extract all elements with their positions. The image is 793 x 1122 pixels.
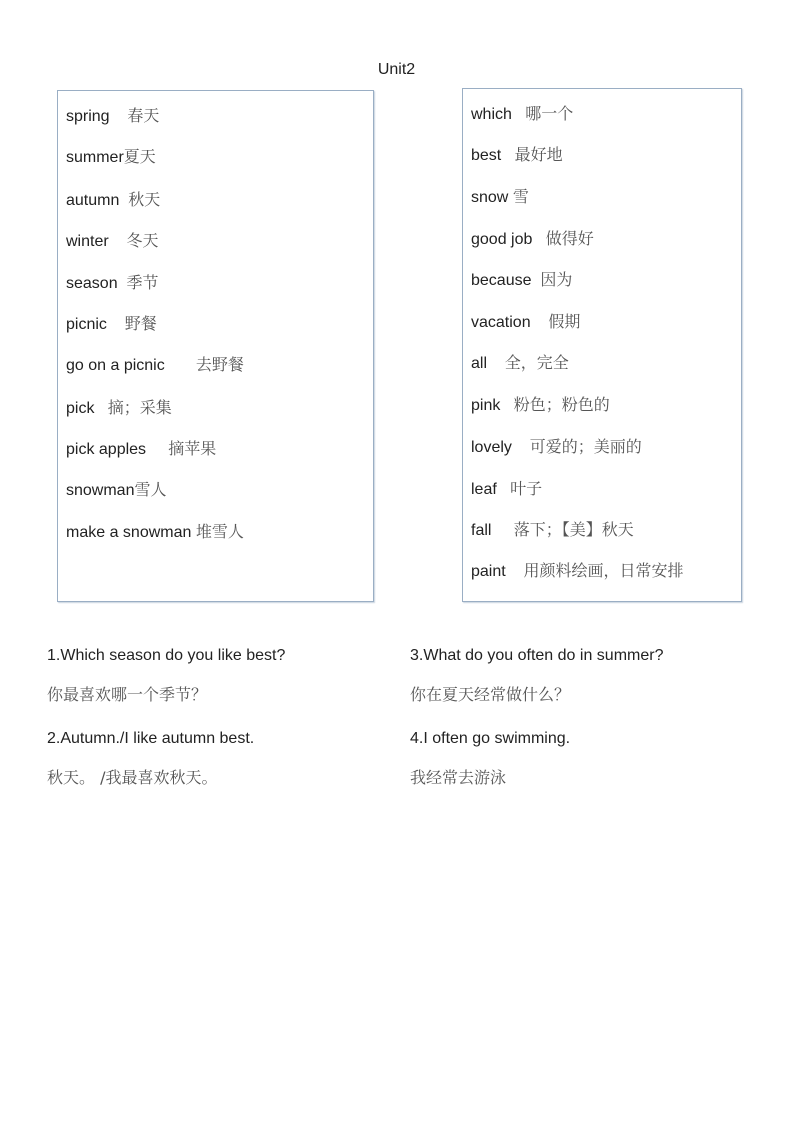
vocab-item [66,106,159,127]
vocab-zh: 可爱的；美丽的 [529,437,642,456]
vocab-zh: 做得好 [545,229,594,248]
vocab-item [66,147,156,168]
vocab-item [471,395,610,416]
sentence-2-zh: 秋天。 /我最喜欢秋天。 [47,768,218,787]
vocab-en: winter [66,233,109,250]
vocab-zh: 季节 [126,273,159,292]
sentence-1-zh: 你最喜欢哪一个季节？ [47,685,208,704]
vocab-en: all [471,355,488,372]
vocab-zh: 全，完全 [504,353,569,372]
vocab-zh: 冬天 [126,231,159,250]
vocab-en: make a snowman [66,524,192,541]
vocab-en: snowman [66,482,135,499]
vocab-zh: 去野餐 [195,355,244,374]
sentence-1-en: 1.Which season do you like best? [47,647,286,664]
vocab-item [66,231,158,252]
vocab-en: leaf [471,481,497,498]
vocab-zh: 春天 [127,106,160,125]
vocab-item [471,229,594,250]
vocab-en: pick [66,400,95,417]
vocab-zh: 野餐 [124,314,157,333]
vocab-en: spring [66,108,110,125]
vocab-zh: 秋天 [128,190,161,209]
vocab-item [471,270,572,291]
vocab-zh: 摘；采集 [107,398,172,417]
vocab-zh: 假期 [548,312,581,331]
vocab-en: best [471,147,502,164]
vocab-en: picnic [66,316,107,333]
vocab-en: pink [471,397,501,414]
vocab-item [471,353,569,374]
vocab-item [471,479,542,500]
vocab-en: summer [66,149,124,166]
sentence-4-en: 4.I often go swimming. [410,730,571,747]
vocab-zh: 雪人 [134,480,167,499]
sentence-3-zh: 你在夏天经常做什么？ [410,685,571,704]
vocab-item [66,439,216,460]
vocab-zh: 堆雪人 [195,522,244,541]
vocab-zh: 夏天 [123,147,156,166]
vocab-en: good job [471,231,533,248]
vocab-zh: 雪 [512,187,529,206]
vocab-item [66,480,167,501]
vocab-item [66,355,244,376]
vocab-en: because [471,272,532,289]
vocab-item [66,273,159,294]
vocab-zh: 摘苹果 [168,439,217,458]
vocab-en: pick apples [66,441,147,458]
vocab-item [66,190,160,211]
vocab-item [66,398,172,419]
vocab-zh: 叶子 [510,479,543,498]
vocab-zh: 粉色；粉色的 [513,395,610,414]
vocab-en: season [66,275,118,292]
vocab-item [471,104,573,125]
vocab-zh: 最好地 [514,145,563,164]
vocab-zh: 因为 [540,270,573,289]
vocab-en: vacation [471,314,531,331]
page-title: Unit2 [377,61,416,78]
vocab-zh: 落下；【美】秋天 [513,520,634,539]
vocab-item [471,520,634,541]
vocab-box-right [462,88,742,602]
sentence-3-en: 3.What do you often do in summer? [410,647,664,664]
vocab-en: which [471,106,512,123]
sentence-4-zh: 我经常去游泳 [410,768,507,787]
vocab-zh: 哪一个 [525,104,574,123]
vocab-item [471,145,563,166]
vocab-en: fall [471,522,492,539]
vocab-en: go on a picnic [66,357,165,374]
vocab-en: paint [471,563,506,580]
vocab-item [66,522,244,543]
vocab-item [471,312,580,333]
vocab-item [66,314,157,335]
vocab-en: autumn [66,192,120,209]
vocab-en: lovely [471,439,512,456]
vocab-en: snow [471,189,509,206]
vocab-item [471,187,529,208]
vocab-item [471,437,642,458]
sentence-2-en: 2.Autumn./I like autumn best. [47,730,255,747]
vocab-zh: 用颜料绘画，日常安排 [523,561,684,580]
vocab-item [471,561,684,582]
vocab-box-left [57,90,374,602]
